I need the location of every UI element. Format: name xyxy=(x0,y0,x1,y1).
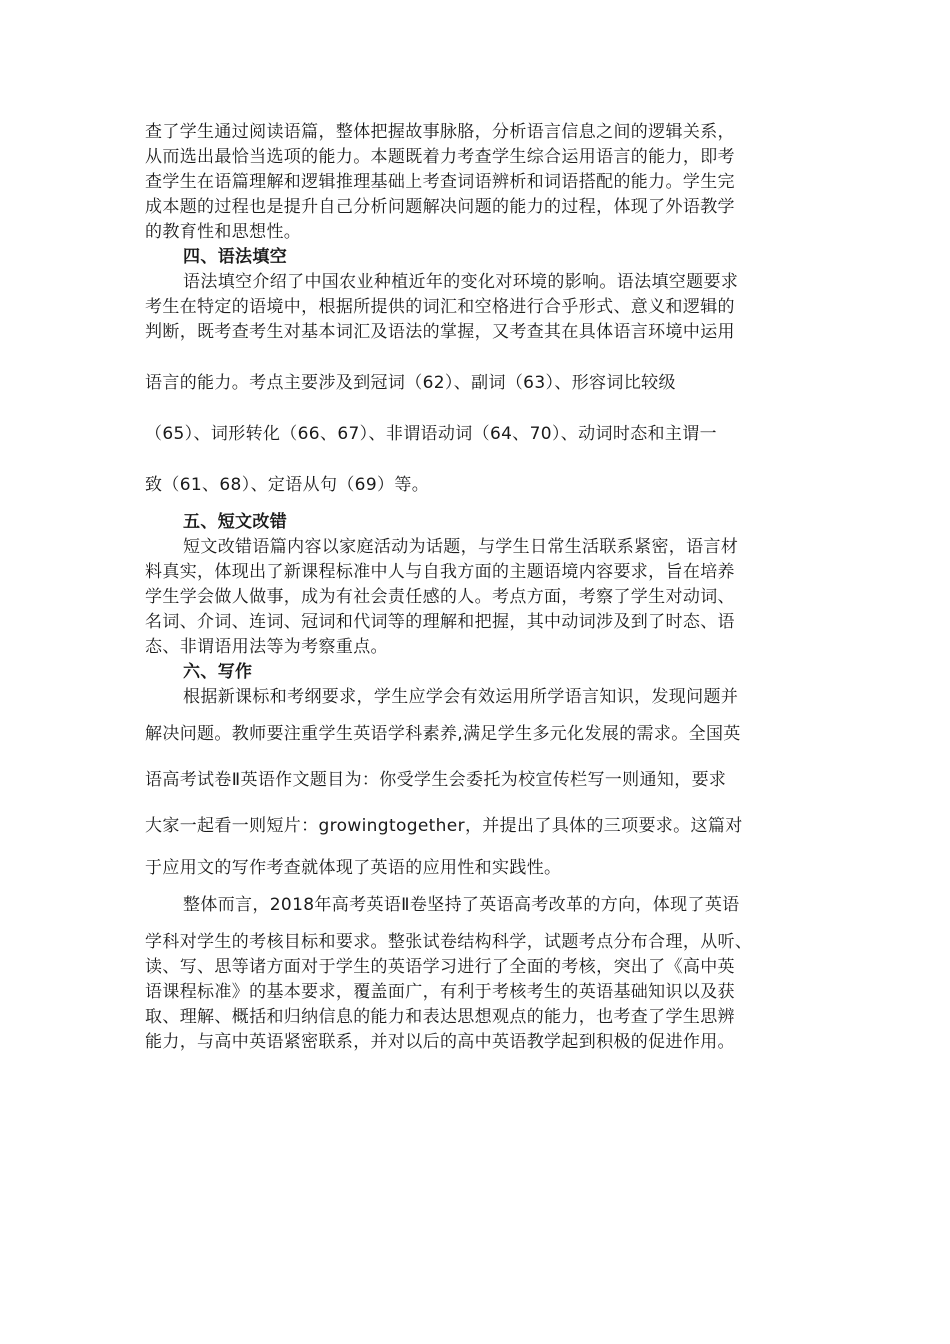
paragraph-line: 整体而言，2018年高考英语Ⅱ卷坚持了英语高考改革的方向，体现了英语 xyxy=(183,895,740,915)
document-body xyxy=(145,120,805,1055)
section-heading-error-correction: 五、短文改错 xyxy=(183,512,288,532)
paragraph-line: 能力，与高中英语紧密联系，并对以后的高中英语教学起到积极的促进作用。 xyxy=(145,1032,735,1052)
paragraph-line: 致（61、68）、定语从句（69）等。 xyxy=(145,475,430,495)
paragraph-line: 根据新课标和考纲要求，学生应学会有效运用所学语言知识，发现问题并 xyxy=(183,687,739,707)
paragraph-line: 学科对学生的考核目标和要求。整张试卷结构科学，试题考点分布合理，从听、 xyxy=(145,932,753,952)
paragraph-line: 语言的能力。考点主要涉及到冠词（62）、副词（63）、形容词比较级 xyxy=(145,373,676,393)
paragraph-line: 于应用文的写作考查就体现了英语的应用性和实践性。 xyxy=(145,858,562,878)
paragraph-line: 读、写、思等诸方面对于学生的英语学习进行了全面的考核，突出了《高中英 xyxy=(145,957,735,977)
paragraph-line: 考生在特定的语境中，根据所提供的词汇和空格进行合乎形式、意义和逻辑的 xyxy=(145,297,735,317)
section-heading-writing: 六、写作 xyxy=(183,662,253,682)
paragraph-line: 态、非谓语用法等为考察重点。 xyxy=(145,637,388,657)
paragraph-line: 料真实，体现出了新课程标准中人与自我方面的主题语境内容要求，旨在培养 xyxy=(145,562,735,582)
paragraph-line: 从而选出最恰当选项的能力。本题既着力考查学生综合运用语言的能力，即考 xyxy=(145,147,735,167)
paragraph-line: 语法填空介绍了中国农业种植近年的变化对环境的影响。语法填空题要求 xyxy=(183,272,739,292)
paragraph-line: 短文改错语篇内容以家庭活动为话题，与学生日常生活联系紧密，语言材 xyxy=(183,537,739,557)
paragraph-line: 判断，既考查考生对基本词汇及语法的掌握，又考查其在具体语言环境中运用 xyxy=(145,322,735,342)
paragraph-line: 学生学会做人做事，成为有社会责任感的人。考点方面，考察了学生对动词、 xyxy=(145,587,735,607)
paragraph-line: 查学生在语篇理解和逻辑推理基础上考查词语辨析和词语搭配的能力。学生完 xyxy=(145,172,735,192)
paragraph-line: 查了学生通过阅读语篇，整体把握故事脉胳，分析语言信息之间的逻辑关系， xyxy=(145,122,735,142)
paragraph-line: 语高考试卷Ⅱ英语作文题目为：你受学生会委托为校宣传栏写一则通知，要求 xyxy=(145,770,727,790)
paragraph-line: 解决问题。教师要注重学生英语学科素养,满足学生多元化发展的需求。全国英 xyxy=(145,724,741,744)
paragraph-line: 名词、介词、连词、冠词和代词等的理解和把握，其中动词涉及到了时态、语 xyxy=(145,612,735,632)
paragraph-line: 成本题的过程也是提升自己分析问题解决问题的能力的过程，体现了外语教学 xyxy=(145,197,735,217)
paragraph-line: 取、理解、概括和归纳信息的能力和表达思想观点的能力，也考查了学生思辨 xyxy=(145,1007,735,1027)
paragraph-line: （65）、词形转化（66、67）、非谓语动词（64、70）、动词时态和主谓一 xyxy=(145,424,717,444)
paragraph-line: 大家一起看一则短片：growingtogether，并提出了具体的三项要求。这篇对 xyxy=(145,816,743,836)
paragraph-line: 语课程标准》的基本要求，覆盖面广，有利于考核考生的英语基础知识以及获 xyxy=(145,982,735,1002)
section-heading-grammar-fill: 四、语法填空 xyxy=(183,247,288,267)
paragraph-line: 的教育性和思想性。 xyxy=(145,222,302,242)
